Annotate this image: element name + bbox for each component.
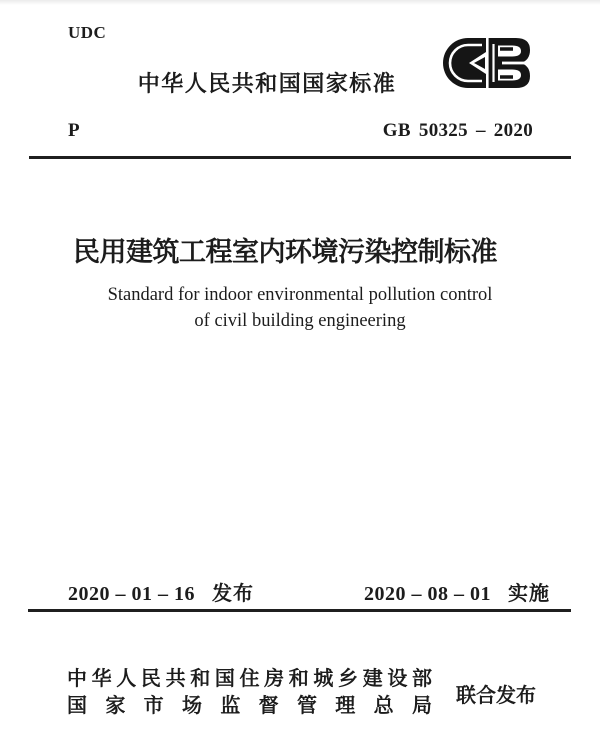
classification-code: P [68, 120, 80, 141]
udc-label: UDC [68, 23, 107, 42]
implementation-date: 2020 – 08 – 01 [364, 583, 491, 605]
title-english-line2: of civil building engineering [194, 311, 406, 331]
implementation-date-group [364, 577, 550, 606]
issue-date: 2020 – 01 – 16 [68, 583, 195, 605]
issue-date-label: 发布 [212, 583, 254, 605]
title-english [0, 282, 600, 334]
publisher-block [67, 669, 432, 720]
title-english-line1: Standard for indoor environmental pollution control [107, 285, 493, 305]
bottom-rule [28, 609, 571, 612]
top-rule [29, 156, 571, 159]
standard-number: GB 50325 – 2020 [382, 120, 533, 141]
publisher-line2: 国 家 市 场 监 督 管 理 总 局 [67, 695, 432, 717]
implementation-date-label: 实施 [508, 583, 550, 605]
joint-publish-label: 联合发布 [456, 685, 536, 707]
gb-logo-icon [440, 36, 532, 90]
national-standard-heading: 中华人民共和国国家标准 [137, 71, 397, 96]
title-chinese: 民用建筑工程室内环境污染控制标准 [73, 237, 497, 267]
issue-date-group [68, 577, 254, 606]
publisher-line1: 中 华 人 民 共 和 国 住 房 和 城 乡 建 设 部 [67, 668, 432, 690]
